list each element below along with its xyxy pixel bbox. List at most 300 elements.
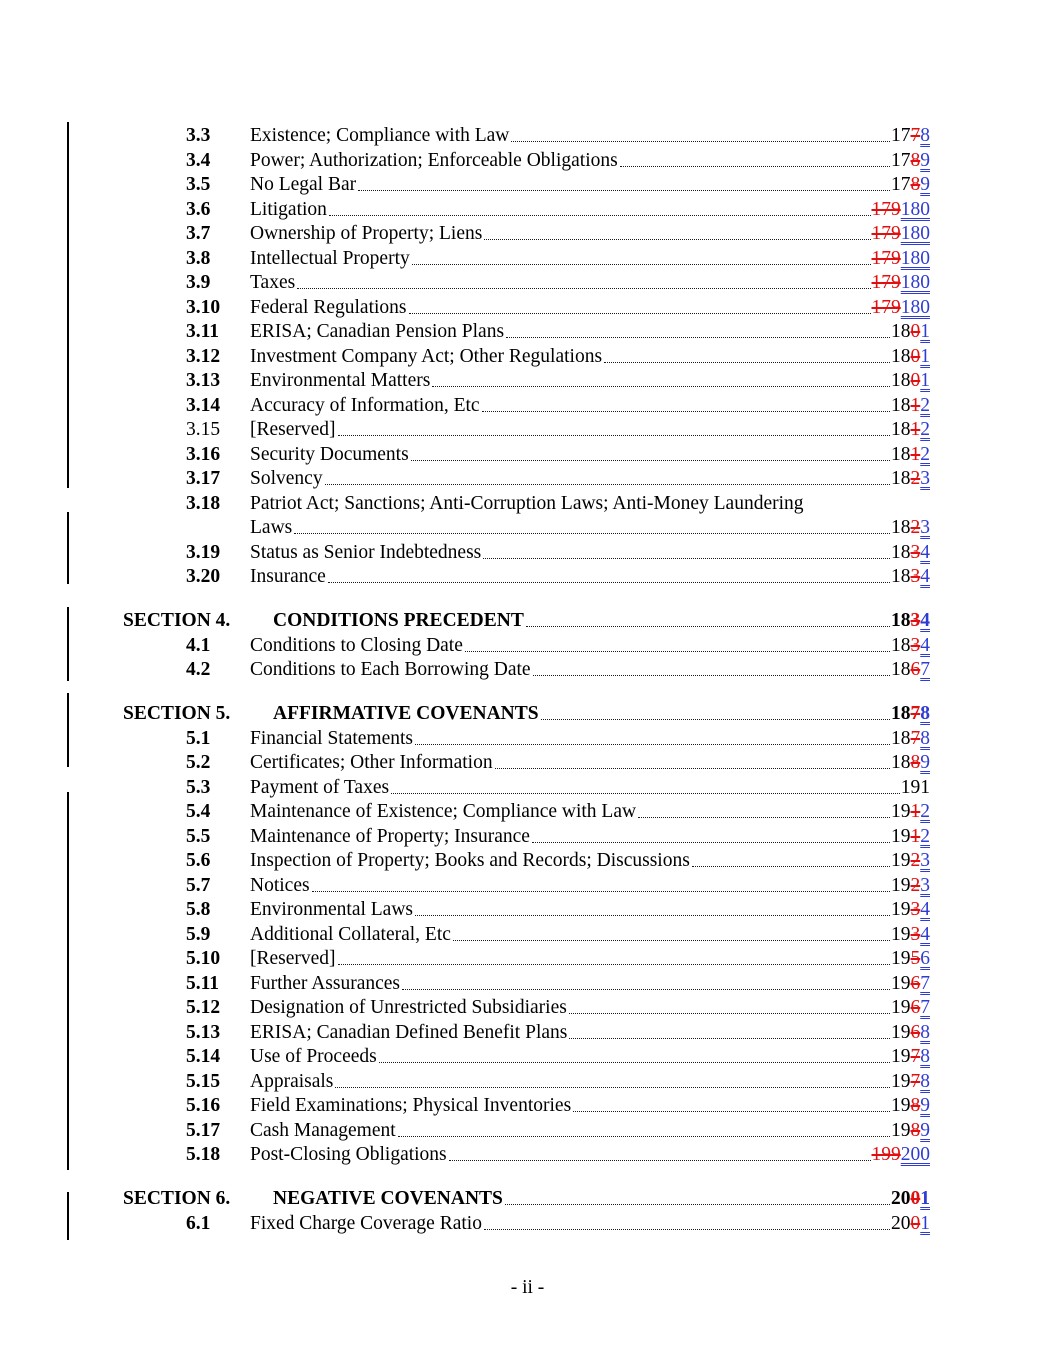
toc-entry-row (0, 124, 930, 149)
inserted-page-digits: 9 (920, 1095, 930, 1116)
entry-number: 5.15 (186, 1070, 221, 1092)
inserted-page-digits: 8 (920, 1070, 930, 1092)
inserted-page-digits: 7 (920, 997, 930, 1018)
inserted-page-digits: 8 (920, 727, 930, 749)
entry-number: 3.13 (186, 370, 221, 391)
dot-leader (415, 915, 890, 916)
toc-section-row (0, 1187, 930, 1212)
entry-number: 5.5 (186, 825, 211, 847)
entry-number: 5.6 (186, 850, 211, 871)
dot-leader (484, 1229, 890, 1230)
page-number (891, 1021, 930, 1046)
inserted-page-digits: 9 (920, 174, 930, 195)
page-number (891, 947, 930, 972)
page-number (891, 702, 930, 727)
deleted-page-digits: 8 (910, 752, 921, 773)
dot-leader (312, 891, 890, 892)
dot-leader (692, 866, 890, 867)
deleted-page-digits: 199 (871, 1144, 901, 1165)
entry-title: Litigation (250, 198, 327, 220)
page-number (891, 996, 930, 1021)
entry-title: Security Documents (250, 443, 409, 465)
unchanged-page-digits: 18 (891, 659, 911, 680)
deleted-page-digits: 0 (910, 1188, 921, 1209)
dot-leader (511, 141, 890, 142)
unchanged-page-digits: 18 (891, 419, 911, 440)
entry-number: 5.4 (186, 801, 211, 822)
toc-entry-row (0, 149, 930, 174)
entry-number: 3.16 (186, 443, 221, 465)
dot-leader (541, 719, 890, 720)
dot-leader (465, 651, 890, 652)
entry-number: 5.8 (186, 899, 211, 920)
dot-leader (412, 264, 871, 265)
entry-number: 5.10 (186, 948, 221, 969)
page-number (891, 467, 930, 492)
unchanged-page-digits: 18 (891, 634, 911, 656)
entry-number: 3.4 (186, 149, 211, 171)
deleted-page-digits: 3 (910, 541, 921, 563)
toc-entry-row (0, 1045, 930, 1070)
entry-title: [Reserved] (250, 948, 336, 969)
entry-number: 3.5 (186, 174, 211, 195)
dot-leader (432, 386, 890, 387)
dot-leader (449, 1160, 871, 1161)
deleted-page-digits: 6 (910, 1021, 921, 1043)
dot-leader (411, 460, 890, 461)
page-number (891, 849, 930, 874)
entry-title: Existence; Compliance with Law (250, 125, 510, 146)
inserted-page-digits: 4 (920, 634, 930, 656)
toc-entry-row (0, 996, 930, 1021)
entry-number: 5.3 (186, 776, 211, 798)
deleted-page-digits: 7 (910, 727, 921, 749)
entry-number: 3.17 (186, 468, 221, 489)
deleted-page-digits: 179 (871, 223, 901, 244)
unchanged-page-digits: 19 (891, 972, 911, 994)
entry-title: Maintenance of Property; Insurance (250, 825, 530, 847)
unchanged-page-digits: 19 (891, 1070, 911, 1092)
inserted-page-digits: 9 (920, 1119, 930, 1141)
inserted-page-digits: 8 (920, 125, 930, 146)
entry-number: 5.13 (186, 1021, 221, 1043)
unchanged-page-digits: 19 (891, 801, 911, 822)
page-number (891, 800, 930, 825)
inserted-page-digits: 3 (920, 874, 930, 896)
toc-entry-row (0, 222, 930, 247)
unchanged-page-digits: 18 (891, 443, 911, 465)
page-number (872, 296, 931, 321)
unchanged-page-digits: 19 (891, 1119, 911, 1141)
entry-title: ERISA; Canadian Defined Benefit Plans (250, 1021, 568, 1043)
entry-title: Conditions to Closing Date (250, 634, 463, 656)
toc-entry-row (0, 825, 930, 850)
entry-number: 3.20 (186, 566, 221, 587)
dot-leader (402, 989, 890, 990)
inserted-page-digits: 4 (920, 610, 930, 631)
unchanged-page-digits: 19 (891, 923, 911, 945)
dot-leader (379, 1062, 890, 1063)
deleted-page-digits: 0 (910, 345, 921, 367)
page-number (872, 1143, 931, 1168)
entry-number: 3.19 (186, 541, 221, 563)
unchanged-page-digits: 19 (891, 825, 911, 847)
inserted-page-digits: 1 (920, 1212, 930, 1234)
toc-entry-row (0, 443, 930, 468)
page-number (891, 124, 930, 149)
toc-entry-row (0, 345, 930, 370)
entry-number: 3.12 (186, 345, 221, 367)
entry-title: Use of Proceeds (250, 1046, 377, 1067)
deleted-page-digits: 2 (910, 874, 921, 896)
deleted-page-digits: 179 (871, 272, 901, 293)
entry-number: 3.6 (186, 198, 211, 220)
deleted-page-digits: 2 (910, 850, 921, 871)
entry-title: Certificates; Other Information (250, 752, 493, 773)
unchanged-page-digits: 19 (891, 997, 911, 1018)
toc-entry-row (0, 247, 930, 272)
entry-title: Status as Senior Indebtedness (250, 541, 482, 563)
inserted-page-digits: 200 (900, 1144, 930, 1165)
entry-title: Federal Regulations (250, 296, 407, 318)
entry-number: 4.2 (186, 659, 211, 680)
entry-title: Designation of Unrestricted Subsidiaries (250, 997, 567, 1018)
page-number (891, 345, 930, 370)
inserted-page-digits: 4 (920, 541, 930, 563)
entry-number: 3.7 (186, 223, 211, 244)
entry-title: Inspection of Property; Books and Records; Discussions (250, 850, 690, 871)
entry-title: Ownership of Property; Liens (250, 223, 483, 244)
page-number (891, 541, 930, 566)
toc-entry-row (0, 1119, 930, 1144)
inserted-page-digits: 1 (920, 1188, 930, 1209)
dot-leader (483, 558, 890, 559)
page-number (891, 394, 930, 419)
entry-number: 3.15 (186, 419, 221, 440)
dot-leader (532, 842, 890, 843)
toc-entry-row (0, 565, 930, 590)
entry-title: Payment of Taxes (250, 776, 390, 798)
entry-title: Investment Company Act; Other Regulations (250, 345, 603, 367)
unchanged-page-digits: 18 (891, 566, 911, 587)
page-number (891, 751, 930, 776)
entry-number: 5.7 (186, 874, 211, 896)
entry-title: Intellectual Property (250, 247, 410, 269)
page-number (891, 1070, 930, 1095)
toc-entry-row (0, 800, 930, 825)
page-number (891, 898, 930, 923)
dot-leader (526, 626, 890, 627)
entry-number: 3.14 (186, 394, 221, 416)
inserted-page-digits: 2 (920, 419, 930, 440)
toc-entry-row (0, 320, 930, 345)
deleted-page-digits: 3 (910, 610, 921, 631)
entry-number: 5.1 (186, 727, 211, 749)
page-number (891, 1119, 930, 1144)
deleted-page-digits: 1 (910, 419, 921, 440)
dot-leader (358, 190, 890, 191)
dot-leader (573, 1111, 890, 1112)
dot-leader (533, 675, 890, 676)
entry-number: SECTION 4. (123, 610, 231, 631)
deleted-page-digits: 6 (910, 972, 921, 994)
unchanged-page-digits: 18 (891, 370, 911, 391)
entry-title: Maintenance of Existence; Compliance with Law (250, 801, 637, 822)
entry-number: 3.8 (186, 247, 211, 269)
entry-number: 3.18 (186, 492, 221, 514)
page-number (891, 149, 930, 174)
deleted-page-digits: 5 (910, 948, 921, 969)
toc-entry-row (0, 874, 930, 899)
entry-number: 5.12 (186, 997, 221, 1018)
entry-title: Accuracy of Information, Etc (250, 394, 480, 416)
page-number (891, 418, 930, 443)
unchanged-page-digits: 20 (891, 1212, 911, 1234)
unchanged-page-digits: 20 (891, 1188, 911, 1209)
unchanged-page-digits: 19 (891, 948, 911, 969)
inserted-page-digits: 180 (900, 247, 930, 269)
dot-leader (398, 1136, 890, 1137)
deleted-page-digits: 2 (910, 468, 921, 489)
page-number (872, 271, 931, 296)
toc-entry-row (0, 923, 930, 948)
unchanged-page-digits: 19 (891, 850, 911, 871)
entry-title: Appraisals (250, 1070, 334, 1092)
dot-leader (569, 1013, 890, 1014)
page-number (891, 565, 930, 590)
deleted-page-digits: 8 (910, 149, 921, 171)
inserted-page-digits: 180 (900, 296, 930, 318)
entry-number: 3.11 (186, 321, 220, 342)
dot-leader (569, 1038, 890, 1039)
deleted-page-digits: 3 (910, 923, 921, 945)
toc-entry-row (0, 1070, 930, 1095)
page-number (891, 443, 930, 468)
deleted-page-digits: 0 (910, 1212, 921, 1234)
inserted-page-digits: 7 (920, 972, 930, 994)
toc-entry-row (0, 1021, 930, 1046)
toc-entry-row (0, 418, 930, 443)
toc-entry-row (0, 947, 930, 972)
entry-title: Conditions to Each Borrowing Date (250, 659, 531, 680)
toc-entry-row (0, 776, 930, 801)
entry-title: Fixed Charge Coverage Ratio (250, 1212, 482, 1234)
entry-number: 5.18 (186, 1144, 221, 1165)
inserted-page-digits: 8 (920, 1046, 930, 1067)
entry-title: Environmental Matters (250, 370, 431, 391)
unchanged-page-digits: 19 (891, 874, 911, 896)
unchanged-page-digits: 19 (891, 1021, 911, 1043)
toc-entry-row (0, 1143, 930, 1168)
page-number (891, 923, 930, 948)
entry-number: 5.16 (186, 1095, 221, 1116)
entry-title: Notices (250, 874, 310, 896)
unchanged-page-digits: 18 (891, 727, 911, 749)
dot-leader (484, 239, 870, 240)
entry-title: Financial Statements (250, 727, 414, 749)
entry-title: NEGATIVE COVENANTS (273, 1188, 503, 1209)
entry-number: 5.11 (186, 972, 220, 994)
entry-number: SECTION 5. (123, 703, 231, 724)
entry-title: [Reserved] (250, 419, 336, 440)
page-number (872, 222, 931, 247)
dot-leader (325, 484, 890, 485)
dot-leader (638, 817, 890, 818)
toc-section-row (0, 702, 930, 727)
deleted-page-digits: 7 (910, 703, 921, 724)
deleted-page-digits: 3 (910, 634, 921, 656)
toc-entry-row (0, 751, 930, 776)
inserted-page-digits: 4 (920, 566, 930, 587)
unchanged-page-digits: 19 (891, 899, 911, 920)
page-number (891, 634, 930, 659)
dot-leader (335, 1087, 890, 1088)
entry-title: Post-Closing Obligations (250, 1144, 447, 1165)
toc-entry-row (0, 541, 930, 566)
inserted-page-digits: 8 (920, 1021, 930, 1043)
entry-title: CONDITIONS PRECEDENT (273, 610, 524, 631)
entry-title: Environmental Laws (250, 899, 413, 920)
footer-page-number: - ii - (510, 1277, 545, 1298)
page-number (891, 320, 930, 345)
unchanged-page-digits: 18 (891, 752, 911, 773)
inserted-page-digits: 1 (920, 345, 930, 367)
page-number (891, 658, 930, 683)
inserted-page-digits: 3 (920, 468, 930, 489)
toc-entry-row (0, 658, 930, 683)
entry-title: Field Examinations; Physical Inventories (250, 1095, 572, 1116)
page-number (891, 516, 930, 541)
deleted-page-digits: 0 (910, 321, 921, 342)
page-number (891, 1212, 930, 1237)
inserted-page-digits: 2 (920, 443, 930, 465)
inserted-page-digits: 180 (900, 223, 930, 244)
unchanged-page-digits: 18 (891, 610, 911, 631)
unchanged-page-digits: 18 (891, 321, 911, 342)
page-number (891, 972, 930, 997)
unchanged-page-digits: 18 (891, 541, 911, 563)
toc-entry-row (0, 898, 930, 923)
deleted-page-digits: 1 (910, 443, 921, 465)
entry-title: Insurance (250, 566, 326, 587)
toc-entry-row (0, 516, 930, 541)
deleted-page-digits: 7 (910, 1046, 921, 1067)
entry-title: Taxes (250, 272, 296, 293)
toc-entry-row (0, 369, 930, 394)
inserted-page-digits: 4 (920, 923, 930, 945)
unchanged-page-digits: 17 (891, 149, 911, 171)
toc-entry-row (0, 296, 930, 321)
inserted-page-digits: 1 (920, 321, 930, 342)
page-number (891, 173, 930, 198)
inserted-page-digits: 6 (920, 948, 930, 969)
deleted-page-digits: 8 (910, 174, 921, 195)
entry-title: ERISA; Canadian Pension Plans (250, 321, 505, 342)
entry-number: 5.14 (186, 1046, 221, 1067)
dot-leader (329, 215, 871, 216)
deleted-page-digits: 8 (910, 1119, 921, 1141)
entry-number: 3.3 (186, 125, 211, 146)
deleted-page-digits: 1 (910, 825, 921, 847)
entry-title: Solvency (250, 468, 323, 489)
toc-rows (0, 124, 930, 1236)
dot-leader (482, 411, 890, 412)
entry-number: 5.9 (186, 923, 211, 945)
entry-number: 6.1 (186, 1212, 211, 1234)
dot-leader (409, 313, 871, 314)
deleted-page-digits: 7 (910, 1070, 921, 1092)
deleted-page-digits: 3 (910, 566, 921, 587)
dot-leader (328, 582, 890, 583)
toc-entry-row (0, 634, 930, 659)
page-number (891, 1187, 930, 1212)
toc-section-row (0, 609, 930, 634)
dot-leader (453, 940, 890, 941)
inserted-page-digits: 7 (920, 659, 930, 680)
inserted-page-digits: 2 (920, 825, 930, 847)
deleted-page-digits: 8 (910, 1095, 921, 1116)
dot-leader (415, 744, 890, 745)
page-number (872, 198, 931, 223)
entry-number: 4.1 (186, 634, 211, 656)
page-number (891, 609, 930, 634)
deleted-page-digits: 2 (910, 517, 921, 538)
dot-leader (604, 362, 890, 363)
entry-title: AFFIRMATIVE COVENANTS (273, 703, 539, 724)
entry-number: 5.2 (186, 752, 211, 773)
deleted-page-digits: 179 (871, 198, 901, 220)
dot-leader (338, 435, 890, 436)
toc-entry-row (0, 727, 930, 752)
page-number (891, 1094, 930, 1119)
unchanged-page-digits: 191 (900, 776, 930, 798)
entry-number: SECTION 6. (123, 1188, 231, 1209)
unchanged-page-digits: 18 (891, 394, 911, 416)
dot-leader (620, 166, 890, 167)
page-number (891, 874, 930, 899)
inserted-page-digits: 9 (920, 752, 930, 773)
inserted-page-digits: 180 (900, 272, 930, 293)
inserted-page-digits: 4 (920, 899, 930, 920)
inserted-page-digits: 2 (920, 801, 930, 822)
unchanged-page-digits: 18 (891, 703, 911, 724)
unchanged-page-digits: 19 (891, 1095, 911, 1116)
entry-number: 5.17 (186, 1119, 221, 1141)
unchanged-page-digits: 19 (891, 1046, 911, 1067)
toc-entry-row (0, 394, 930, 419)
entry-title: Power; Authorization; Enforceable Obligations (250, 149, 618, 171)
dot-leader (338, 964, 890, 965)
deleted-page-digits: 1 (910, 394, 921, 416)
inserted-page-digits: 3 (920, 850, 930, 871)
entry-title: Further Assurances (250, 972, 401, 994)
dot-leader (506, 337, 890, 338)
toc-entry-row (0, 271, 930, 296)
dot-leader (495, 768, 890, 769)
page-number (901, 776, 930, 801)
toc-entry-row (0, 467, 930, 492)
unchanged-page-digits: 18 (891, 345, 911, 367)
dot-leader (297, 288, 870, 289)
toc-entry-row (0, 173, 930, 198)
toc-entry-row (0, 849, 930, 874)
inserted-page-digits: 8 (920, 703, 930, 724)
deleted-page-digits: 1 (910, 801, 921, 822)
deleted-page-digits: 0 (910, 370, 921, 391)
entry-title: Laws (250, 517, 293, 538)
toc-entry-row (0, 1094, 930, 1119)
deleted-page-digits: 179 (871, 296, 901, 318)
